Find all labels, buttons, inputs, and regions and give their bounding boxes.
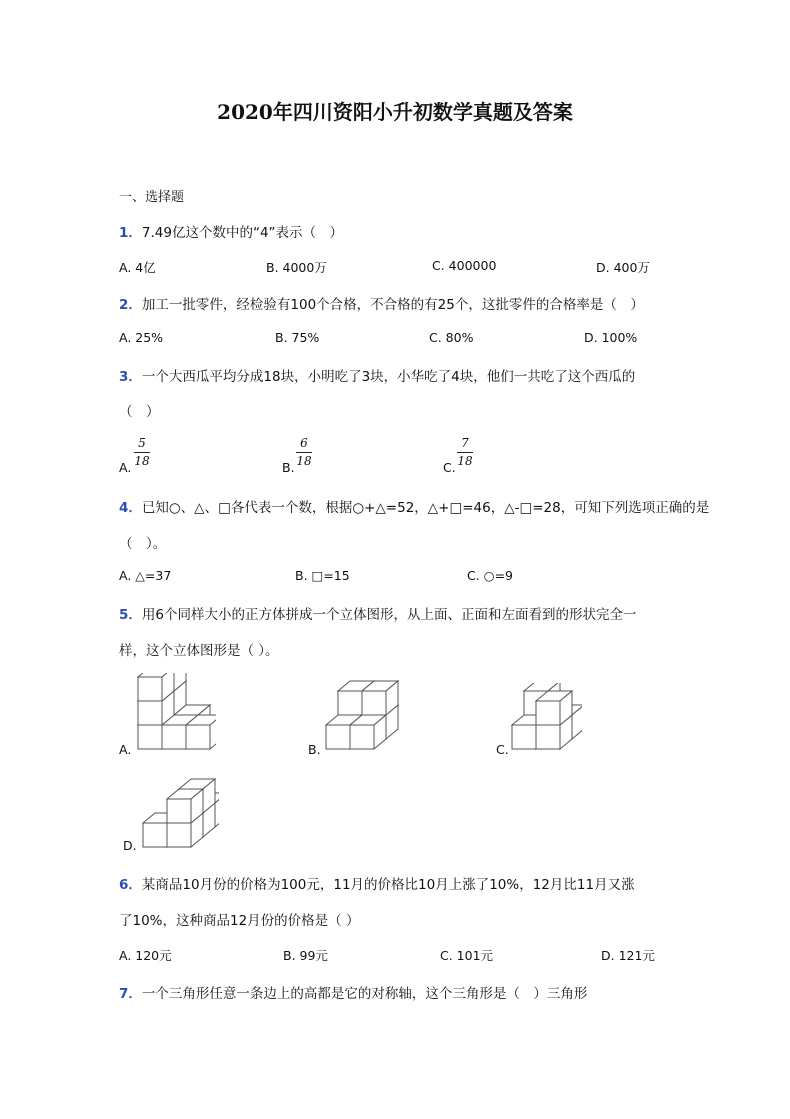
option-a: A. △=37 [119,568,172,583]
page-title: 2020年四川资阳小升初数学真题及答案 [217,100,573,124]
option-c: C. [443,460,456,475]
cube-face [536,701,560,725]
cube-face [167,823,191,847]
option-d: D. 400万 [596,260,650,275]
option-d: D. [123,838,137,853]
question-3 [119,365,635,385]
option-c: C. [496,742,509,757]
cube-figure-b [322,673,404,753]
option-a: A. 4亿 [119,260,156,275]
option-a: A. [119,742,132,757]
cube-figure-c [508,683,582,753]
option-d: D. 121元 [601,948,655,963]
question-text: 用6个同样大小的正方体拼成一个立体图形，从上面、正面和左面看到的形状完全一 [141,607,637,623]
option-b: B. 4000万 [266,260,327,275]
cube-face [138,701,162,725]
option-b: B. 75% [275,330,320,345]
fraction-bar [296,452,312,453]
option-c: C. 400000 [432,258,497,273]
question-5-text-cont: 样，这个立体图形是（ ）。 [119,643,279,659]
denominator: 18 [457,454,473,468]
question-text: 7.49亿这个数中的“4”表示（ ） [141,225,344,241]
cube-face [186,725,210,749]
option-b: B. 99元 [283,948,328,963]
cube-face [326,725,350,749]
cube-face [350,725,374,749]
option-a: A. 25% [119,330,164,345]
question-1 [119,221,343,241]
question-4-text-cont: （ ）。 [119,536,167,552]
question-number: 2． [119,297,142,313]
question-3-text-cont: （ ） [119,404,160,420]
fraction-bar [134,452,150,453]
question-5 [119,603,637,623]
option-a: A. 120元 [119,948,172,963]
cube-face [536,725,560,749]
cube-face [338,691,362,715]
question-number: 1． [119,225,142,241]
cube-face [143,823,167,847]
cube-face [162,725,186,749]
option-c: C. 101元 [440,948,494,963]
question-6 [119,873,635,893]
section-heading: 一、选择题 [119,190,185,205]
numerator: 5 [138,436,146,450]
fraction-bar [457,452,473,453]
option-c: C. ○=9 [467,568,514,583]
cube-face [138,677,162,701]
question-text: 一个三角形任意一条边上的高都是它的对称轴，这个三角形是（ ）三角形 [141,986,588,1002]
question-number: 5． [119,607,142,623]
cube-face [138,725,162,749]
question-7 [119,982,587,1002]
option-b: B. [308,742,321,757]
option-a: A. [119,460,132,475]
cube-figure-a [134,673,216,753]
option-b: B. [282,460,295,475]
question-number: 7． [119,986,142,1002]
cube-figure-d [139,773,219,851]
denominator: 18 [296,454,312,468]
question-4 [119,496,709,516]
question-text: 某商品10月份的价格为100元，11月的价格比10月上涨了10%，12月比11月又涨 [141,877,635,893]
question-number: 3． [119,369,142,385]
question-6-text-cont: 了10%，这种商品12月份的价格是（ ） [119,913,360,929]
numerator: 6 [300,436,308,450]
question-text: 已知○、△、□各代表一个数，根据○+△=52，△+□=46，△-□=28，可知下列选项正确的是 [141,500,710,516]
question-2 [119,293,644,313]
denominator: 18 [134,454,150,468]
cube-face [512,725,536,749]
numerator: 7 [461,436,469,450]
question-number: 4． [119,500,142,516]
question-number: 6． [119,877,142,893]
option-b: B. □=15 [295,568,350,583]
question-text: 加工一批零件，经检验有100个合格，不合格的有25个，这批零件的合格率是（ ） [141,297,644,313]
cube-face [167,799,191,823]
question-text: 一个大西瓜平均分成18块，小明吃了3块，小华吃了4块，他们一共吃了这个西瓜的 [141,369,636,385]
option-c: C. 80% [429,330,474,345]
option-d: D. 100% [584,330,638,345]
cube-face [362,691,386,715]
